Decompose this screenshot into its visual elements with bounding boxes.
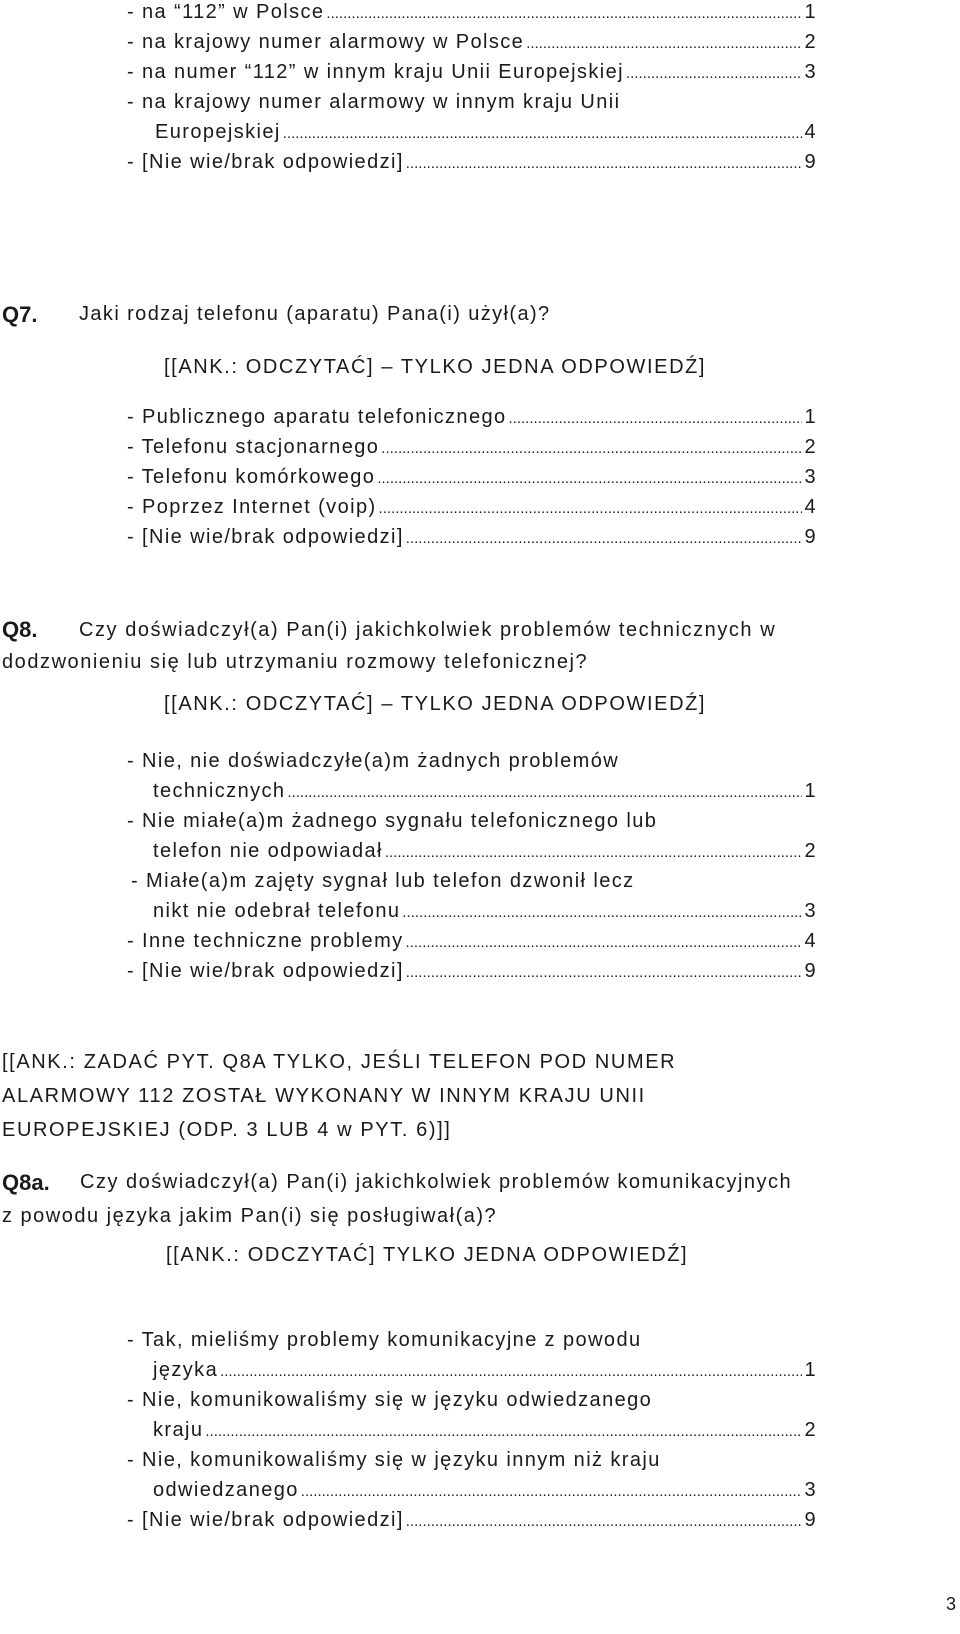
option-text-line1: - Tak, mieliśmy problemy komunikacyjne z powodu [127,1329,642,1351]
option-text: odwiedzanego [153,1479,299,1501]
option-text: kraju [153,1419,204,1441]
option-text-line1: - Nie, komunikowaliśmy się w języku odwiedzanego [127,1389,653,1411]
filter-instruction-line2: ALARMOWY 112 ZOSTAŁ WYKONANY W INNYM KRAJU UNII [2,1085,646,1107]
answer-option [153,1418,817,1444]
option-text-line1: - Nie, nie doświadczyłe(a)m żadnych problemów [127,750,620,772]
option-code: 9 [804,526,817,548]
question-text-line2: z powodu języka jakim Pan(i) się posługiwał(a)? [2,1205,498,1227]
answer-option [127,150,817,176]
leader-dots [406,1510,803,1534]
leader-dots [406,152,803,176]
answer-option [153,1478,817,1504]
question-text: Jaki rodzaj telefonu (aparatu) Pana(i) użył(a)? [79,303,551,325]
answer-option [127,405,817,431]
option-text: - [Nie wie/brak odpowiedzi] [127,960,404,982]
answer-option [127,959,817,985]
option-code: 2 [804,840,817,862]
question-text-line1: Czy doświadczył(a) Pan(i) jakichkolwiek problemów komunikacyjnych [80,1171,793,1193]
leader-dots [626,62,802,86]
option-code: 9 [804,1509,817,1531]
answer-option [127,465,817,491]
answer-option [127,495,817,521]
option-code: 3 [804,61,817,83]
option-text: Europejskiej [155,121,281,143]
option-text: - Inne techniczne problemy [127,930,404,952]
option-text: - [Nie wie/brak odpowiedzi] [127,151,404,173]
leader-dots [220,1360,802,1384]
option-text: telefon nie odpowiadał [153,840,383,862]
leader-dots [381,437,802,461]
option-code: 9 [804,960,817,982]
question-number: Q7. [2,302,38,327]
answer-option [127,30,817,56]
option-code: 9 [804,151,817,173]
option-code: 1 [804,406,817,428]
interviewer-instruction: [[ANK.: ODCZYTAĆ] TYLKO JEDNA ODPOWIEDŹ] [166,1244,689,1266]
option-code: 1 [804,1,817,23]
answer-option [127,929,817,955]
answer-option [127,1508,817,1534]
answer-option [127,60,817,86]
option-code: 3 [804,466,817,488]
option-text-line1: - Nie, komunikowaliśmy się w języku innym niż kraju [127,1449,661,1471]
leader-dots [326,2,802,26]
option-text: - [Nie wie/brak odpowiedzi] [127,526,404,548]
option-code: 2 [804,436,817,458]
answer-option [127,525,817,551]
option-text-line1: - Miałe(a)m zajęty sygnał lub telefon dzwonił lecz [131,870,635,892]
leader-dots [301,1480,803,1504]
option-text-line1: - na krajowy numer alarmowy w innym kraju Unii [127,91,621,113]
filter-instruction-line3: EUROPEJSKIEJ (ODP. 3 LUB 4 w PYT. 6)]] [2,1119,452,1141]
leader-dots [406,931,803,955]
option-code: 4 [804,930,817,952]
leader-dots [379,497,803,521]
option-code: 1 [804,1359,817,1381]
leader-dots [377,467,802,491]
filter-instruction-line1: [[ANK.: ZADAĆ PYT. Q8A TYLKO, JEŚLI TELEFON POD NUMER [2,1051,677,1073]
option-code: 2 [804,31,817,53]
question-number: Q8a. [2,1170,50,1195]
answer-option [153,839,817,865]
option-text: - Poprzez Internet (voip) [127,496,377,518]
page-number: 3 [945,1594,956,1614]
leader-dots [406,961,803,985]
option-text: - Telefonu stacjonarnego [127,436,380,458]
answer-option [127,435,817,461]
option-text: - Publicznego aparatu telefonicznego [127,406,507,428]
option-code: 1 [804,780,817,802]
leader-dots [283,122,803,146]
option-text: języka [153,1359,219,1381]
leader-dots [406,527,803,551]
option-code: 3 [804,1479,817,1501]
option-text: technicznych [153,780,286,802]
option-text: - na krajowy numer alarmowy w Polsce [127,31,525,53]
option-text: - na “112” w Polsce [127,1,325,23]
option-code: 4 [804,121,817,143]
option-text: - Telefonu komórkowego [127,466,376,488]
interviewer-instruction: [[ANK.: ODCZYTAĆ] – TYLKO JEDNA ODPOWIEDŹ] [164,356,707,378]
option-text: - na numer “112” w innym kraju Unii Europejskiej [127,61,624,83]
option-text: nikt nie odebrał telefonu [153,900,401,922]
option-code: 2 [804,1419,817,1441]
leader-dots [205,1420,802,1444]
leader-dots [287,781,802,805]
question-text-line1: Czy doświadczył(a) Pan(i) jakichkolwiek problemów technicznych w [79,619,777,641]
answer-option [153,899,817,925]
answer-option [153,1358,817,1384]
leader-dots [509,407,803,431]
option-text: - [Nie wie/brak odpowiedzi] [127,1509,404,1531]
option-code: 3 [804,900,817,922]
interviewer-instruction: [[ANK.: ODCZYTAĆ] – TYLKO JEDNA ODPOWIEDŹ] [164,693,707,715]
leader-dots [385,841,803,865]
question-number: Q8. [2,617,38,642]
option-code: 4 [804,496,817,518]
option-text-line1: - Nie miałe(a)m żadnego sygnału telefonicznego lub [127,810,658,832]
leader-dots [402,901,802,925]
answer-option [155,120,817,146]
answer-option [127,0,817,26]
question-text-line2: dodzwonieniu się lub utrzymaniu rozmowy telefonicznej? [2,651,589,673]
answer-option [153,779,817,805]
leader-dots [526,32,802,56]
